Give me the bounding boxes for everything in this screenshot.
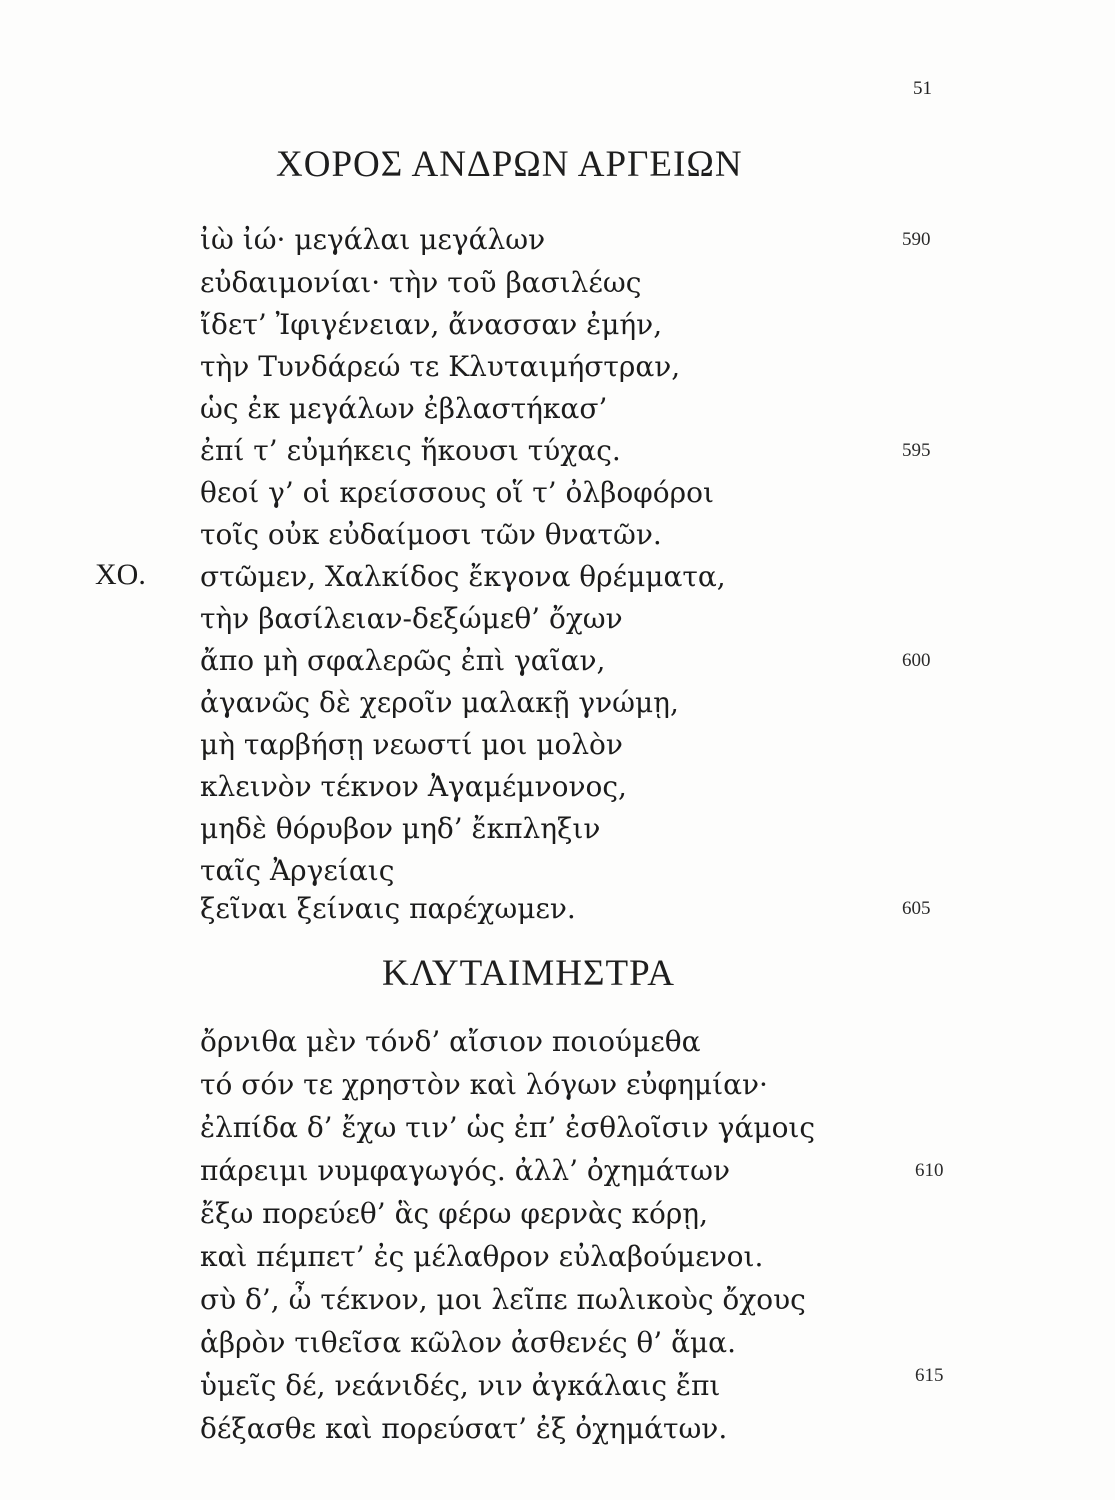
verse-line: κλεινὸν τέκνον Ἀγαμέμνονος, bbox=[200, 770, 627, 803]
verse-line: ἐπί τ’ εὐμήκεις ἥκουσι τύχας. bbox=[200, 434, 621, 467]
verse-line: ξεῖναι ξείναις παρέχωμεν. bbox=[200, 892, 576, 925]
line-number: 590 bbox=[902, 229, 931, 250]
speaker-label: ΧΟ. bbox=[95, 558, 146, 591]
line-number: 595 bbox=[902, 440, 931, 461]
verse-line: εὐδαιμονίαι· τὴν τοῦ βασιλέως bbox=[200, 266, 642, 299]
page-number: 51 bbox=[913, 78, 932, 99]
section-heading-clytemnestra: ΚΛΥΤΑΙΜΗΣΤΡΑ bbox=[382, 953, 676, 994]
verse-line: τό σόν τε χρηστὸν καὶ λόγων εὐφημίαν· bbox=[200, 1068, 768, 1101]
verse-line: μηδὲ θόρυβον μηδ’ ἔκπληξιν bbox=[200, 812, 601, 845]
verse-line: τοῖς οὐκ εὐδαίμοσι τῶν θνατῶν. bbox=[200, 518, 662, 551]
verse-line: μὴ ταρβήσῃ νεωστί μοι μολὸν bbox=[200, 728, 623, 761]
verse-line: ἔξω πορεύεθ’ ἃς φέρω φερνὰς κόρῃ, bbox=[200, 1197, 708, 1230]
line-number: 605 bbox=[902, 898, 931, 919]
verse-line: πάρειμι νυμφαγωγός. ἀλλ’ ὀχημάτων bbox=[200, 1154, 730, 1187]
verse-line: τὴν βασίλειαν-δεξώμεθ’ ὄχων bbox=[200, 602, 623, 635]
verse-line: ἁβρὸν τιθεῖσα κῶλον ἀσθενές θ’ ἅμα. bbox=[200, 1326, 736, 1359]
line-number: 615 bbox=[915, 1365, 944, 1386]
verse-line: καὶ πέμπετ’ ἐς μέλαθρον εὐλαβούμενοι. bbox=[200, 1240, 764, 1273]
section-heading-chorus: ΧΟΡΟΣ ΑΝΔΡΩΝ ΑΡΓΕΙΩΝ bbox=[276, 144, 743, 185]
verse-line: τὴν Τυνδάρεώ τε Κλυταιμήστραν, bbox=[200, 350, 681, 383]
verse-line: στῶμεν, Χαλκίδος ἔκγονα θρέμματα, bbox=[200, 560, 726, 593]
verse-line: ἀγανῶς δὲ χεροῖν μαλακῇ γνώμῃ, bbox=[200, 686, 679, 719]
verse-line: ἄπο μὴ σφαλερῶς ἐπὶ γαῖαν, bbox=[200, 644, 606, 677]
verse-line: ἐλπίδα δ’ ἔχω τιν’ ὡς ἐπ’ ἐσθλοῖσιν γάμοις bbox=[200, 1111, 816, 1144]
verse-line: δέξασθε καὶ πορεύσατ’ ἐξ ὀχημάτων. bbox=[200, 1412, 728, 1445]
line-number: 600 bbox=[902, 650, 931, 671]
verse-line: ὑμεῖς δέ, νεάνιδές, νιν ἀγκάλαις ἔπι bbox=[200, 1369, 721, 1402]
verse-line: ταῖς Ἀργείαις bbox=[200, 854, 395, 887]
verse-line: ὄρνιθα μὲν τόνδ’ αἴσιον ποιούμεθα bbox=[200, 1025, 701, 1058]
line-number: 610 bbox=[915, 1160, 944, 1181]
verse-line: ἰὼ ἰώ· μεγάλαι μεγάλων bbox=[200, 223, 546, 256]
verse-line: σὺ δ’, ὦ τέκνον, μοι λεῖπε πωλικοὺς ὄχους bbox=[200, 1283, 806, 1316]
verse-line: ἴδετ’ Ἰφιγένειαν, ἄνασσαν ἐμήν, bbox=[200, 308, 663, 341]
verse-line: θεοί γ’ οἱ κρείσσους οἵ τ’ ὀλβοφόροι bbox=[200, 476, 714, 509]
verse-line: ὡς ἐκ μεγάλων ἐβλαστήκασ’ bbox=[200, 392, 608, 425]
